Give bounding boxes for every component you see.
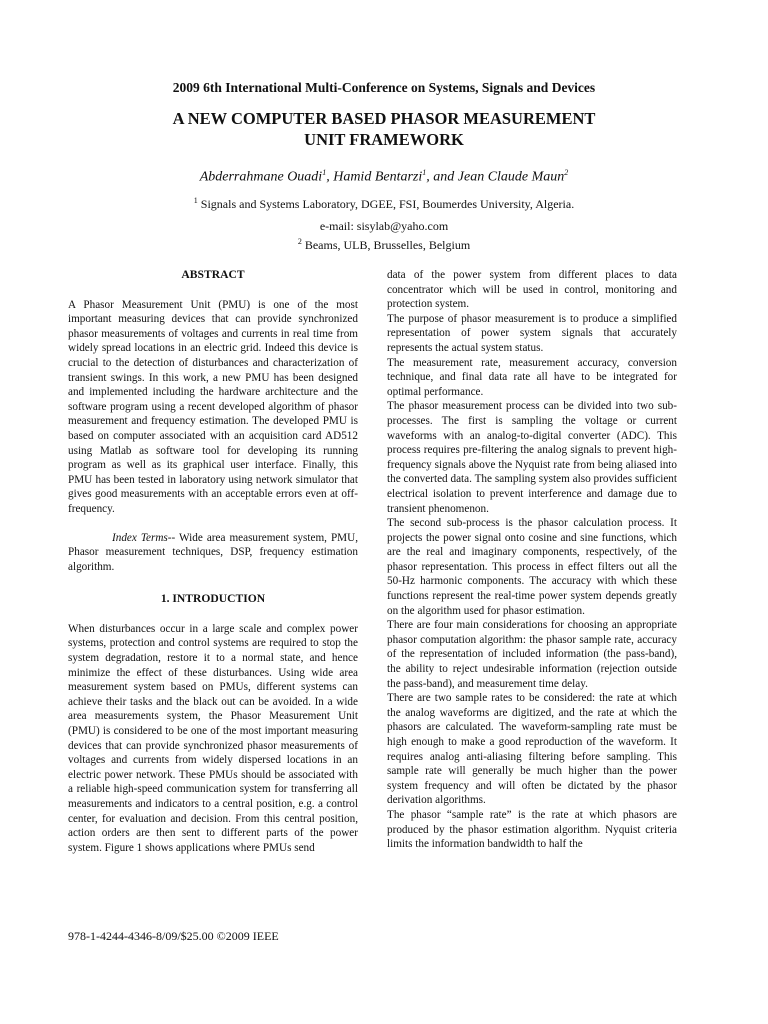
affiliation-2-text: Beams, ULB, Brusselles, Belgium [304,238,471,252]
affiliation-1 [0,196,768,212]
body-paragraph: The phasor measurement process can be divided into two sub-processes. The first is sampling the voltage or current waveforms with an analog-to-digital converter (ADC). This process requires pre-filtering the analog signals to prevent high-frequency signals above the Nyquist rate from being aliased into the converted data. The sampling system also provides sufficient electrical isolation to prevent interference and damage due to transient phenomenon. [387,400,677,515]
abstract-heading: ABSTRACT [181,268,245,281]
body-paragraph: The phasor “sample rate” is the rate at which phasors are produced by the phasor estimation algorithm. Nyquist criteria limits the information bandwidth to half the [387,808,677,851]
abstract-text: A Phasor Measurement Unit (PMU) is one of the most important measuring devices that can provide synchronized phasor measurements of voltages and currents in real time from widely spread locations in an electric grid. Indeed this device is crucial to the detection of disturbances and characterization of transient swings. In this work, a new PMU has been designed and implemented including the hardware architecture and the software program using a recent developed algorithm of phasor measurement and frequency estimation. The developed PMU is based on computer associated with an acquisition card AD512 using Matlab as software tool for developing its running program as well as its graphical user interface. Finally, this PMU has been tested in laboratory using network simulator that gives good measurements with an acceptable errors even at off-frequency. [68,298,358,515]
author-list [0,168,768,186]
index-terms [68,531,358,575]
paper-title-line-1: A NEW COMPUTER BASED PHASOR MEASUREMENT [172,109,596,128]
author-1: Abderrahmane Ouadi [199,169,323,185]
author-3-affil-mark: 2 [564,168,569,177]
affiliation-2-mark: 2 [297,237,302,246]
introduction-heading: 1. INTRODUCTION [160,592,266,606]
body-paragraph: The purpose of phasor measurement is to produce a simplified representation of power system signals that accurately represents the actual system status. [387,312,677,354]
body-paragraph: data of the power system from different places to data concentrator which will be used in control, monitoring and protection system. [387,269,677,311]
copyright-notice: 978-1-4244-4346-8/09/$25.00 ©2009 IEEE [68,929,279,943]
author-2-affil-mark: 1 [422,168,427,177]
index-terms-label: Index Terms-- [112,531,176,544]
right-column [387,268,677,852]
paper-title [120,108,648,150]
body-paragraph: The measurement rate, measurement accuracy, conversion technique, and final data rate all have to be integrated for optimal performance. [387,356,677,398]
contact-email: e-mail: sisylab@yaho.com [319,219,449,233]
left-column [68,268,358,855]
author-3: Jean Claude Maun [457,169,565,185]
affiliation-1-text: Signals and Systems Laboratory, DGEE, FSI, Boumerdes University, Algeria. [200,197,575,211]
author-2: Hamid Bentarzi [333,169,423,185]
index-terms-text: Wide area measurement system, PMU, Phasor measurement techniques, DSP, frequency estimation algorithm. [68,531,358,573]
affiliation-2 [0,237,768,253]
author-separator: , and [426,169,458,185]
affiliation-1-mark: 1 [193,196,198,205]
body-paragraph: There are four main considerations for choosing an appropriate phasor computation algorithm: the phasor sample rate, accuracy of the representation of included information (the pass-band), the ability to reject undesirable information (rejection outside the pass-band), and measurement time delay. [387,619,677,690]
introduction-text: When disturbances occur in a large scale and complex power systems, protection and control systems are required to stop the system degradation, restore it to a normal state, and hence minimize the effect of these disturbances. Using wide area measurement system based on PMUs, different systems can achieve their tasks and the black out can be avoided. In a wide area measurements system, the Phasor Measurement Unit (PMU) is considered to be one of the most important measuring devices that can provide synchronized phasor measurements of voltages and currents from widely dispersed locations in an electric power network. These PMUs should be associated with a reliable high-speed communication system for transferring all measurements and indicators to a central position, e.g. a control center, for evaluation and decision. From this central position, action orders are then sent to different parts of the power system. Figure 1 shows applications where PMUs send [68,622,358,854]
author-1-affil-mark: 1 [322,168,327,177]
conference-name: 2009 6th International Multi-Conference on Systems, Signals and Devices [172,80,596,95]
author-separator: , [326,169,334,185]
body-paragraph: The second sub-process is the phasor calculation process. It projects the power signal onto cosine and sine functions, which are the real and imaginary components, respectively, of the phasor representation. This process in effect filters out all the 50-Hz harmonic components. The accuracy with which these functions represent the real-time power system depends greatly on the algorithm used for phasor estimation. [387,517,677,617]
paper-title-line-2: UNIT FRAMEWORK [304,130,464,149]
body-paragraph: There are two sample rates to be considered: the rate at which the analog waveforms are digitized, and the rate at which the phasors are calculated. The waveform-sampling rate must be high enough to make a good reproduction of the waveform. It requires analog anti-aliasing filtering before sampling. This sample rate will generally be much higher than the power system frequency and will often be dictated by the phasor derivation algorithms. [387,692,677,807]
